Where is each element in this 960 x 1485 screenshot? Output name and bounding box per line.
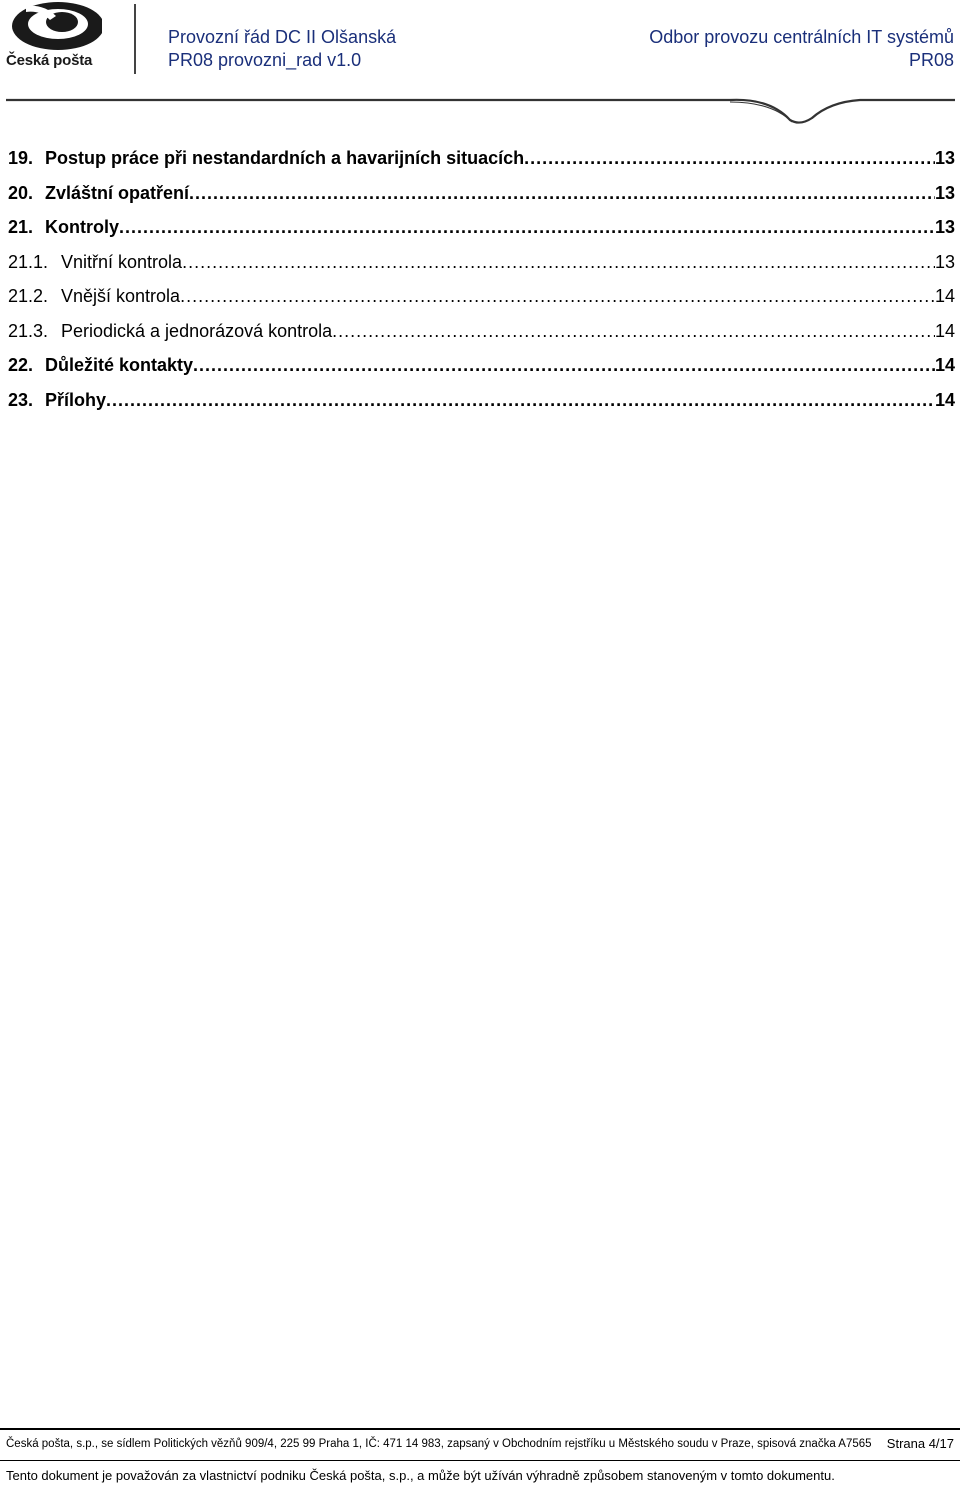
toc-entry-number: 23. bbox=[8, 389, 34, 410]
logo-text: Česká pošta bbox=[6, 52, 93, 69]
toc-entry[interactable] bbox=[8, 144, 955, 179]
toc-leader-dots bbox=[332, 317, 935, 345]
toc-entry[interactable] bbox=[8, 213, 955, 248]
toc-entry-page: 13 bbox=[934, 148, 955, 168]
toc-entry-title: Postup práce při nestandardních a havarijních situacích bbox=[45, 148, 525, 168]
toc-entry-number: 21.2. bbox=[8, 286, 49, 306]
toc-entry-title: Periodická a jednorázová kontrola bbox=[61, 320, 333, 341]
toc-entry-number: 19. bbox=[8, 148, 34, 168]
toc-entry-page: 13 bbox=[934, 217, 955, 237]
document-title: Provozní řád DC II Olšanská bbox=[168, 27, 397, 47]
toc-entry-page: 14 bbox=[934, 286, 955, 306]
toc-entry-title: Vnější kontrola bbox=[61, 286, 181, 306]
toc-entry-page: 13 bbox=[934, 182, 955, 203]
toc-leader-dots bbox=[189, 179, 935, 207]
toc-entry[interactable] bbox=[8, 386, 955, 421]
header-divider bbox=[134, 4, 136, 74]
toc-entry-number: 21. bbox=[8, 217, 34, 237]
toc-entry-title: Vnitřní kontrola bbox=[61, 251, 183, 272]
toc-entry-page: 14 bbox=[934, 355, 955, 375]
toc-leader-dots bbox=[524, 144, 935, 172]
toc-entry[interactable] bbox=[8, 351, 955, 386]
toc-entry-title: Přílohy bbox=[45, 389, 107, 410]
toc-leader-dots bbox=[182, 248, 935, 276]
page-header bbox=[0, 0, 960, 130]
footer-divider-secondary bbox=[0, 1460, 960, 1461]
toc-entry-title: Zvláštní opatření bbox=[45, 182, 190, 203]
toc-entry-number: 21.1. bbox=[8, 251, 49, 272]
footer-divider bbox=[0, 1428, 960, 1430]
page-number: Strana 4/17 bbox=[886, 1436, 954, 1451]
toc-leader-dots bbox=[119, 213, 935, 241]
document-code: PR08 bbox=[908, 50, 954, 70]
toc-entry[interactable] bbox=[8, 179, 955, 214]
toc-leader-dots bbox=[193, 351, 935, 379]
table-of-contents bbox=[8, 144, 955, 420]
toc-entry-page: 13 bbox=[934, 251, 955, 272]
toc-entry[interactable] bbox=[8, 248, 955, 283]
toc-entry[interactable] bbox=[8, 282, 955, 317]
toc-entry-page: 14 bbox=[934, 389, 955, 410]
toc-leader-dots bbox=[106, 386, 935, 414]
document-file: PR08 provozni_rad v1.0 bbox=[168, 50, 362, 70]
toc-entry-number: 21.3. bbox=[8, 320, 49, 341]
toc-entry-number: 22. bbox=[8, 355, 34, 375]
footer-company-info: Česká pošta, s.p., se sídlem Politických vězňů 909/4, 225 99 Praha 1, IČ: 471 14 983, zapsaný v Obchodním rejstříku u Městského soudu v Praze, spisová značka A7565 bbox=[6, 1438, 872, 1450]
toc-leader-dots bbox=[180, 282, 935, 310]
toc-entry-title: Důležité kontakty bbox=[45, 355, 194, 375]
toc-entry[interactable] bbox=[8, 317, 955, 352]
toc-entry-title: Kontroly bbox=[45, 217, 119, 237]
toc-entry-page: 14 bbox=[934, 320, 955, 341]
toc-entry-number: 20. bbox=[8, 182, 34, 203]
footer-notice: Tento dokument je považován za vlastnictví podniku Česká pošta, s.p., a může být užíván výhradně způsobem stanoveným v tomto dokumentu. bbox=[6, 1468, 835, 1483]
department-name: Odbor provozu centrálních IT systémů bbox=[649, 27, 954, 47]
header-wave-rule bbox=[0, 92, 960, 126]
